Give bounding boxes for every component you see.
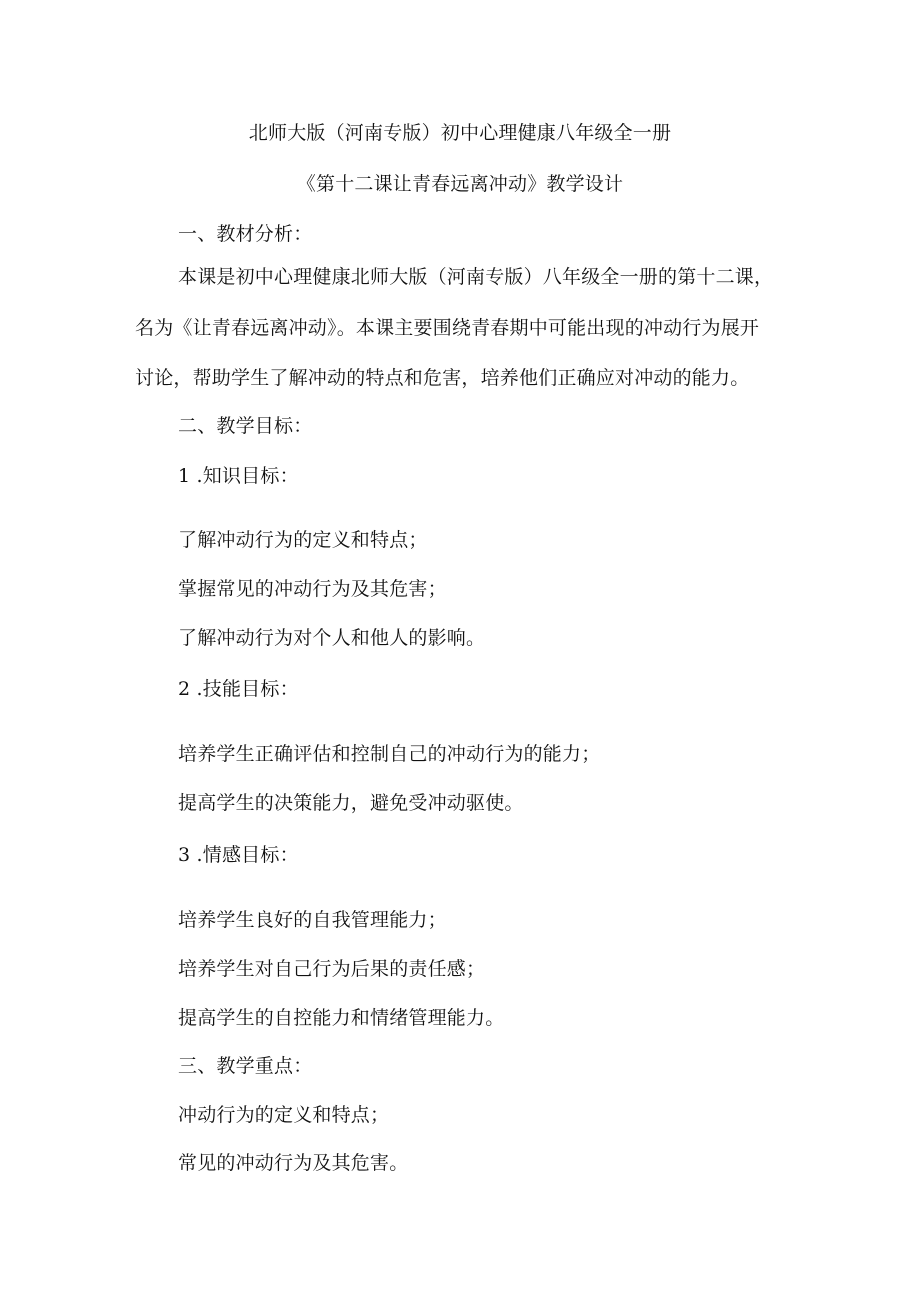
- list-item: 提高学生的决策能力，避免受冲动驱使。: [178, 792, 524, 814]
- subheading-knowledge-goal: 1 .知识目标：: [178, 465, 299, 487]
- list-item: 培养学生对自己行为后果的责任感；: [178, 958, 486, 980]
- list-item: 培养学生良好的自我管理能力；: [178, 909, 447, 931]
- paragraph-line: 讨论，帮助学生了解冲动的特点和危害，培养他们正确应对冲动的能力。: [135, 367, 750, 389]
- document-title-line1: 北师大版（河南专版）初中心理健康八年级全一册: [248, 122, 672, 144]
- list-item: 掌握常见的冲动行为及其危害；: [178, 578, 447, 600]
- paragraph-line: 名为《让青春远离冲动》。本课主要围绕青春期中可能出现的冲动行为展开: [135, 317, 760, 339]
- list-item: 了解冲动行为对个人和他人的影响。: [178, 627, 486, 649]
- subheading-emotion-goal: 3 .情感目标：: [178, 844, 299, 866]
- list-item: 了解冲动行为的定义和特点；: [178, 529, 428, 551]
- paragraph-line: 本课是初中心理健康北师大版（河南专版）八年级全一册的第十二课，: [178, 266, 774, 288]
- list-item: 冲动行为的定义和特点；: [178, 1104, 390, 1126]
- subheading-skill-goal: 2 .技能目标：: [178, 678, 299, 700]
- document-title-line2: 《第十二课让青春远离冲动》教学设计: [296, 173, 624, 195]
- list-item: 提高学生的自控能力和情绪管理能力。: [178, 1007, 505, 1029]
- section-heading-goals: 二、教学目标：: [178, 415, 313, 437]
- list-item: 常见的冲动行为及其危害。: [178, 1152, 409, 1174]
- section-heading-materials: 一、教材分析：: [178, 223, 313, 245]
- section-heading-key-points: 三、教学重点：: [178, 1055, 313, 1077]
- list-item: 培养学生正确评估和控制自己的冲动行为的能力；: [178, 743, 601, 765]
